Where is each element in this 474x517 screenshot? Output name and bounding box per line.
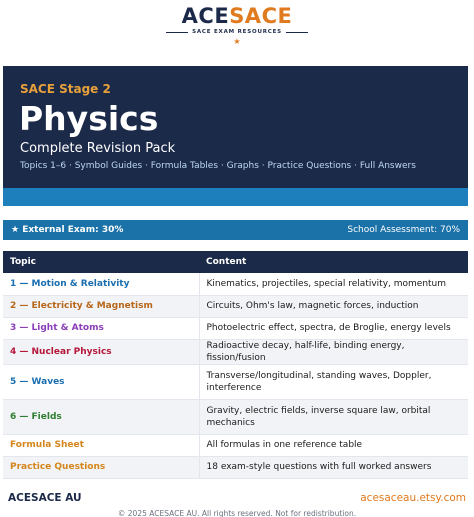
topic-cell: 2 — Electricity & Magnetism [3, 295, 199, 317]
topic-cell: Practice Questions [3, 456, 199, 478]
content-cell: 18 exam-style questions with full worked answers [199, 456, 468, 478]
hero-banner [3, 66, 468, 206]
footer-brand: ACESACE AU [8, 492, 82, 504]
logo-word-ace: ACE [181, 4, 230, 28]
content-cell: Photoelectric effect, spectra, de Broglie, energy levels [199, 317, 468, 339]
content-cell: All formulas in one reference table [199, 434, 468, 456]
topic-cell: 1 — Motion & Relativity [3, 273, 199, 295]
shop-link[interactable]: acesaceau.etsy.com [360, 492, 466, 504]
content-cell: Radioactive decay, half-life, binding energy, fission/fusion [199, 339, 468, 364]
brand-logo [0, 4, 474, 46]
table-row [3, 295, 468, 317]
page-subtitle: Complete Revision Pack [20, 141, 176, 156]
content-cell: Gravity, electric fields, inverse square law, orbital mechanics [199, 399, 468, 434]
star-icon: ★ [233, 37, 241, 46]
logo-wordmark [0, 4, 474, 28]
topic-cell: Formula Sheet [3, 434, 199, 456]
table-row [3, 456, 468, 478]
copyright-notice: © 2025 ACESACE AU. All rights reserved. Not for redistribution. [117, 509, 357, 517]
content-cell: Circuits, Ohm's law, magnetic forces, induction [199, 295, 468, 317]
school-assessment-label: School Assessment: 70% [347, 225, 460, 235]
column-header-topic: Topic [3, 251, 199, 273]
column-header-content: Content [199, 251, 468, 273]
logo-tagline-row [0, 29, 474, 36]
logo-tagline: SACE EXAM RESOURCES [192, 29, 282, 35]
table-row [3, 339, 468, 364]
topic-cell: 3 — Light & Atoms [3, 317, 199, 339]
table-row [3, 434, 468, 456]
page-title: Physics [19, 99, 159, 138]
table-header-row [3, 251, 468, 273]
external-exam-label: ★ External Exam: 30% [11, 225, 124, 235]
logo-word-sace: SACE [229, 4, 293, 28]
topic-cell: 6 — Fields [3, 399, 199, 434]
logo-rule-right [286, 32, 308, 33]
hero-accent-bar [3, 188, 468, 206]
topic-cell: 4 — Nuclear Physics [3, 339, 199, 364]
topics-table [3, 251, 468, 479]
assessment-split-bar [3, 220, 468, 240]
topic-cell: 5 — Waves [3, 364, 199, 399]
table-row [3, 317, 468, 339]
table-row [3, 399, 468, 434]
stage-label: SACE Stage 2 [20, 82, 111, 96]
table-row [3, 273, 468, 295]
table-row [3, 364, 468, 399]
topics-summary: Topics 1–6 · Symbol Guides · Formula Tables · Graphs · Practice Questions · Full Answers [20, 161, 416, 171]
logo-rule-left [166, 32, 188, 33]
content-cell: Kinematics, projectiles, special relativity, momentum [199, 273, 468, 295]
content-cell: Transverse/longitudinal, standing waves, Doppler, interference [199, 364, 468, 399]
